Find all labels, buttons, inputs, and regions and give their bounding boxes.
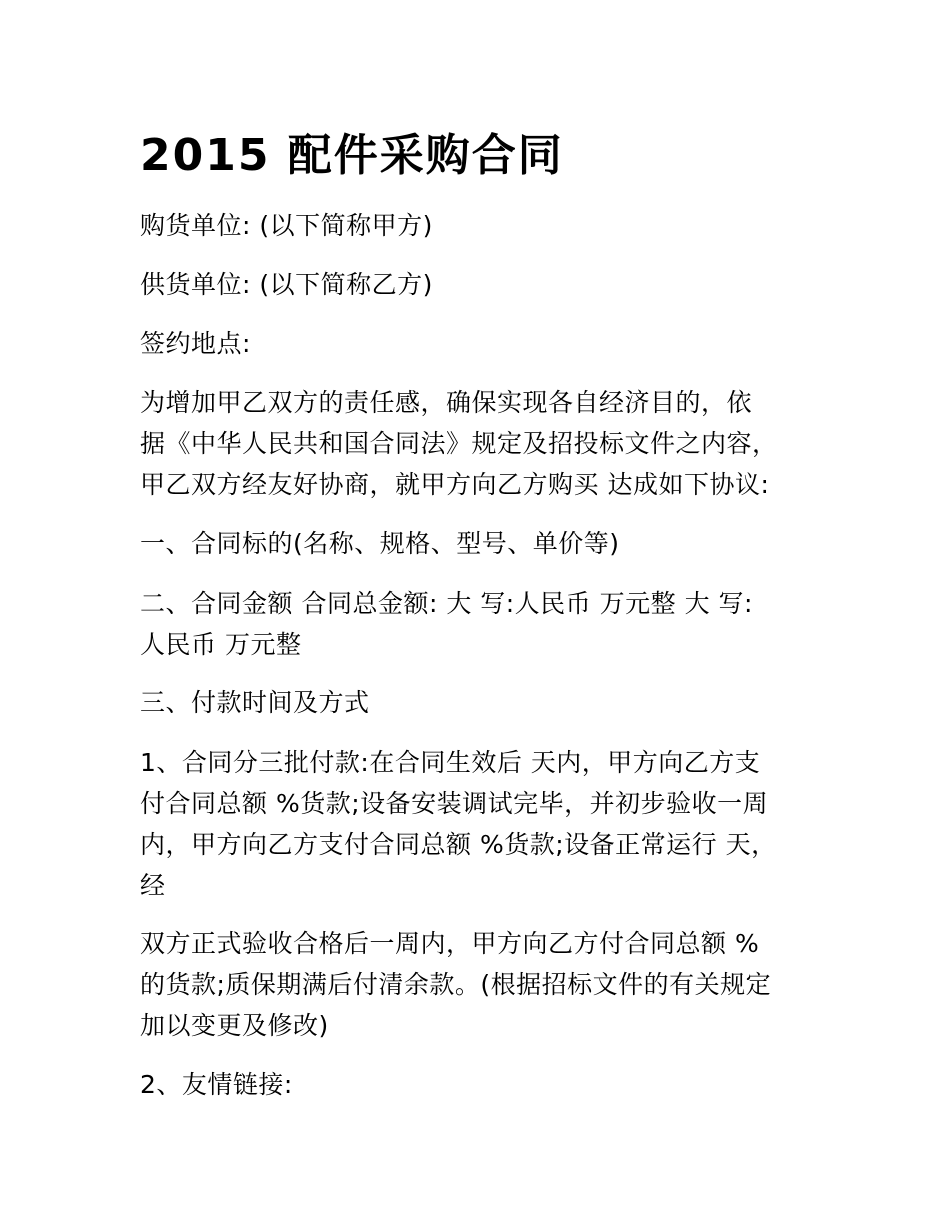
item-1-continued-line: 加以变更及修改) xyxy=(140,1011,329,1040)
section-3-heading: 三、付款时间及方式 xyxy=(140,688,370,717)
item-1-line: 经 xyxy=(140,871,166,900)
buyer-line: 购货单位: (以下简称甲方) xyxy=(140,211,433,240)
item-1-continued-paragraph xyxy=(140,923,820,1046)
item-1-line: 付合同总额 %货款;设备安装调试完毕，并初步验收一周 xyxy=(140,789,769,818)
location-line: 签约地点: xyxy=(140,329,251,358)
section-2-paragraph xyxy=(140,583,820,665)
item-1-line: 1、合同分三批付款:在合同生效后 天内，甲方向乙方支 xyxy=(140,748,761,777)
item-1-continued-line: 的货款;质保期满后付清余款。(根据招标文件的有关规定 xyxy=(140,970,772,999)
item-1-continued-line: 双方正式验收合格后一周内，甲方向乙方付合同总额 % xyxy=(140,929,760,958)
supplier-line: 供货单位: (以下简称乙方) xyxy=(140,270,433,299)
section-2-line: 二、合同金额 合同总金额: 大 写:人民币 万元整 大 写: xyxy=(140,589,753,618)
item-1-paragraph xyxy=(140,742,820,906)
intro-line: 为增加甲乙双方的责任感，确保实现各自经济目的，依 xyxy=(140,388,753,417)
item-1-line: 内，甲方向乙方支付合同总额 %货款;设备正常运行 天， xyxy=(140,830,777,859)
intro-line: 据《中华人民共和国合同法》规定及招投标文件之内容， xyxy=(140,429,778,458)
intro-line: 甲乙双方经友好协商，就甲方向乙方购买 达成如下协议: xyxy=(140,470,770,499)
item-2-heading: 2、友情链接: xyxy=(140,1070,293,1099)
document-title: 2015 配件采购合同 xyxy=(140,130,564,181)
intro-paragraph xyxy=(140,382,820,505)
section-2-line: 人民币 万元整 xyxy=(140,630,302,659)
section-1-heading: 一、合同标的(名称、规格、型号、单价等) xyxy=(140,529,620,558)
